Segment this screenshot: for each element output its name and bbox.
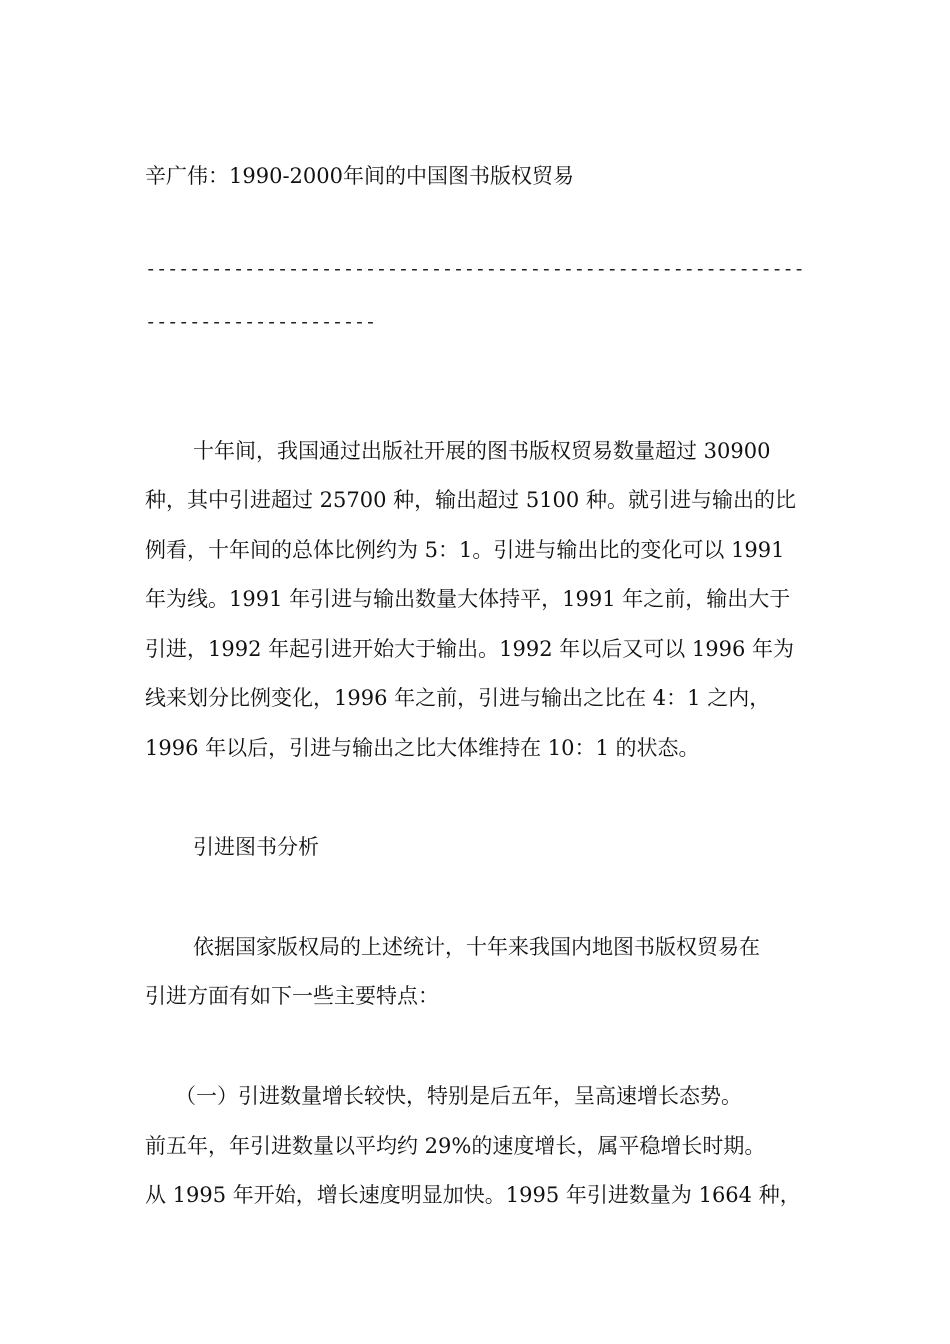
- paragraph-line: 年为线。1991 年引进与输出数量大体持平，1991 年之前，输出大于: [145, 587, 791, 611]
- paragraph-line: 十年间，我国通过出版社开展的图书版权贸易数量超过 30900: [193, 439, 771, 463]
- separator-line: ---------------------: [145, 311, 376, 333]
- paragraph-line: 引进方面有如下一些主要特点：: [145, 984, 439, 1008]
- paragraph-line: （一）引进数量增长较快，特别是后五年，呈高速增长态势。: [175, 1084, 742, 1108]
- separator-line: ------------------------------------------------------------: [145, 258, 805, 280]
- paragraph-line: 前五年，年引进数量以平均约 29%的速度增长，属平稳增长时期。: [145, 1134, 766, 1158]
- paragraph-line: 例看，十年间的总体比例约为 5：1。引进与输出比的变化可以 1991: [145, 538, 785, 562]
- paragraph-line: 线来划分比例变化，1996 年之前，引进与输出之比在 4：1 之内，: [145, 686, 771, 710]
- document-title: 辛广伟：1990-2000年间的中国图书版权贸易: [145, 164, 574, 188]
- paragraph-line: 种，其中引进超过 25700 种，输出超过 5100 种。就引进与输出的比: [145, 488, 796, 512]
- paragraph-line: 依据国家版权局的上述统计，十年来我国内地图书版权贸易在: [193, 935, 760, 959]
- paragraph-line: 从 1995 年开始，增长速度明显加快。1995 年引进数量为 1664 种，: [145, 1183, 801, 1207]
- section-heading: 引进图书分析: [193, 835, 319, 859]
- paragraph-line: 1996 年以后，引进与输出之比大体维持在 10：1 的状态。: [145, 736, 700, 760]
- paragraph-line: 引进，1992 年起引进开始大于输出。1992 年以后又可以 1996 年为: [145, 637, 795, 661]
